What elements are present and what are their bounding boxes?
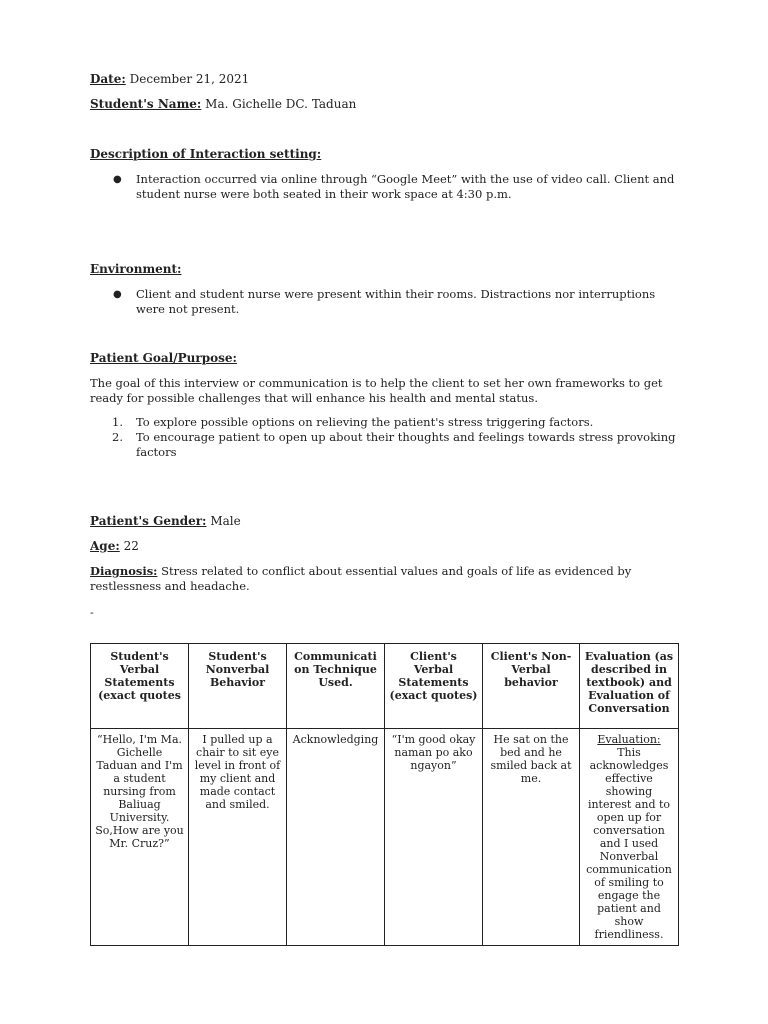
cell-technique: Acknowledging bbox=[287, 729, 385, 946]
cell-evaluation bbox=[580, 729, 679, 946]
gender-value: Male bbox=[210, 514, 241, 528]
gender-label: Patient's Gender: bbox=[90, 514, 207, 528]
age-line bbox=[90, 539, 139, 554]
header-client-nonverbal: Client's Non-Verbal behavior bbox=[483, 644, 580, 729]
date-value: December 21, 2021 bbox=[129, 72, 250, 86]
header-evaluation: Evaluation (as described in textbook) and Evaluation of Conversation bbox=[580, 644, 679, 729]
evaluation-text: This acknowledges effective showing interest and to open up for conversation and I used Nonverbal communication of smiling to engage the patient and show friendliness. bbox=[586, 746, 672, 941]
diagnosis-line bbox=[90, 564, 680, 594]
setting-heading: Description of Interaction setting: bbox=[90, 147, 322, 161]
table-header-row bbox=[91, 644, 679, 729]
bullet-icon: ● bbox=[113, 289, 122, 300]
gender-line bbox=[90, 514, 241, 529]
goal-item-number: 1. bbox=[112, 415, 123, 429]
student-name-label: Student's Name: bbox=[90, 97, 202, 111]
header-student-verbal: Student's Verbal Statements (exact quotes bbox=[91, 644, 189, 729]
student-name-line bbox=[90, 97, 356, 112]
date-label: Date: bbox=[90, 72, 126, 86]
cell-student-verbal: “Hello, I'm Ma. Gichelle Taduan and I'm a student nursing from Baliuag University. So,How are you Mr. Cruz?” bbox=[91, 729, 189, 946]
environment-heading: Environment: bbox=[90, 262, 182, 276]
setting-bullet: Interaction occurred via online through “Google Meet” with the use of video call. Client and student nurse were both seated in their work space at 4:30 p.m. bbox=[136, 172, 675, 201]
environment-bullet: Client and student nurse were present within their rooms. Distractions nor interruptions were not present. bbox=[136, 287, 656, 316]
process-recording-table bbox=[90, 643, 679, 946]
date-line bbox=[90, 72, 249, 87]
bullet-icon: ● bbox=[113, 174, 122, 185]
goal-item-text: To explore possible options on relieving the patient's stress triggering factors. bbox=[136, 415, 594, 429]
age-label: Age: bbox=[90, 539, 120, 553]
table-row bbox=[91, 729, 679, 946]
diagnosis-value: Stress related to conflict about essential values and goals of life as evidenced by restlessness and headache. bbox=[90, 564, 632, 593]
goal-heading: Patient Goal/Purpose: bbox=[90, 351, 237, 365]
diagnosis-label: Diagnosis: bbox=[90, 564, 158, 578]
header-technique: Communication Technique Used. bbox=[287, 644, 385, 729]
evaluation-label: Evaluation: bbox=[597, 733, 661, 746]
header-client-verbal: Client's Verbal Statements (exact quotes) bbox=[385, 644, 483, 729]
cell-client-verbal: “I'm good okay naman po ako ngayon” bbox=[385, 729, 483, 946]
student-name-value: Ma. Gichelle DC. Taduan bbox=[205, 97, 357, 111]
cell-student-nonverbal: I pulled up a chair to sit eye level in front of my client and made contact and smiled. bbox=[189, 729, 287, 946]
cell-client-nonverbal: He sat on the bed and he smiled back at me. bbox=[483, 729, 580, 946]
goal-item-number: 2. bbox=[112, 430, 123, 444]
dash-mark: - bbox=[90, 606, 94, 619]
age-value: 22 bbox=[123, 539, 139, 553]
header-student-nonverbal: Student's Nonverbal Behavior bbox=[189, 644, 287, 729]
goal-item-text: To encourage patient to open up about their thoughts and feelings towards stress provoking factors bbox=[136, 430, 676, 459]
goal-paragraph: The goal of this interview or communication is to help the client to set her own frameworks to get ready for possible challenges that will enhance his health and mental status. bbox=[90, 376, 663, 405]
